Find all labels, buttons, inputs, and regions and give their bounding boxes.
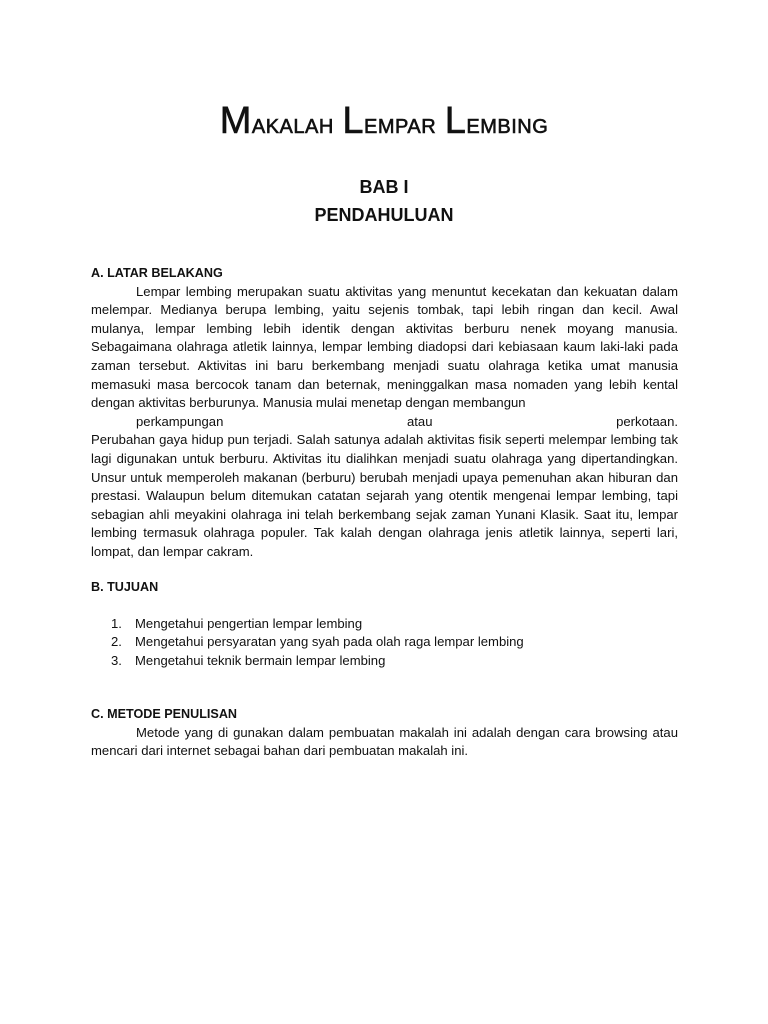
section-latar-belakang bbox=[91, 264, 678, 562]
section-a-heading: A. LATAR BELAKANG bbox=[91, 266, 223, 280]
list-item: Mengetahui persyaratan yang syah pada olah raga lempar lembing bbox=[135, 634, 524, 650]
title-word-1: Makalah bbox=[219, 100, 334, 142]
section-a-paragraph-2: Perubahan gaya hidup pun terjadi. Salah satunya adalah aktivitas fisik seperti melempar lembing tak lagi digunakan untuk berburu. Aktivitas itu dialihkan menjadi suatu olahraga yang dipertandingkan. Unsur untuk memperoleh makanan (berburu) berubah menjadi upaya pemenuhan akan hiburan dan prestasi. Walaupun belum ditemukan catatan sejarah yang otentik mengenai lempar lembing, tapi sebagian ahli meyakini olahraga ini telah berkembang sejak zaman Yunani Klasik. Saat itu, lempar lembing termasuk olahraga populer. Tak kalah dengan olahraga jenis atletik lainnya, seperti lari, lompat, dan lempar cakram. bbox=[91, 432, 678, 559]
list-item: Mengetahui teknik bermain lempar lembing bbox=[135, 652, 386, 668]
section-metode-penulisan bbox=[91, 705, 678, 761]
section-a-paragraph-1 bbox=[91, 283, 678, 432]
section-tujuan bbox=[91, 578, 678, 670]
chapter-title: PENDAHULUAN bbox=[314, 205, 454, 225]
title-word-3: Lembing bbox=[444, 100, 549, 142]
list-item: Mengetahui pengertian lempar lembing bbox=[135, 615, 363, 631]
chapter-number: BAB I bbox=[359, 177, 409, 197]
section-a-paragraph-1-last-line: perkampungan atau perkotaan. bbox=[136, 413, 678, 429]
section-c-paragraph: Metode yang di gunakan dalam pembuatan makalah ini adalah dengan cara browsing atau mencari dari internet sebagai bahan dari pembuatan makalah ini. bbox=[91, 724, 678, 759]
section-a-paragraph-1-text: Lempar lembing merupakan suatu aktivitas yang menuntut kecekatan dan kekuatan dalam melempar. Medianya berupa lembing, yaitu sejenis tombak, tapi lebih ringan dan kecil. Awal mulanya, lempar lembing lebih identik dengan aktivitas berburu nenek moyang manusia. Sebagaimana olahraga atletik lainnya, lempar lembing diadopsi dari kebiasaan kaum laki-laki pada zaman tersebut. Aktivitas ini baru berkembang menjadi suatu olahraga ketika umat manusia memasuki masa bercocok tanam dan beternak, meninggalkan masa nomaden yang lebih kental dengan aktivitas berburunya. Manusia mulai menetap dengan membangun bbox=[91, 283, 678, 411]
document-title bbox=[0, 96, 768, 149]
title-word-2: Lempar bbox=[342, 100, 437, 142]
section-b-heading: B. TUJUAN bbox=[91, 580, 159, 594]
goals-list bbox=[91, 615, 678, 671]
section-c-heading: C. METODE PENULISAN bbox=[91, 707, 238, 721]
